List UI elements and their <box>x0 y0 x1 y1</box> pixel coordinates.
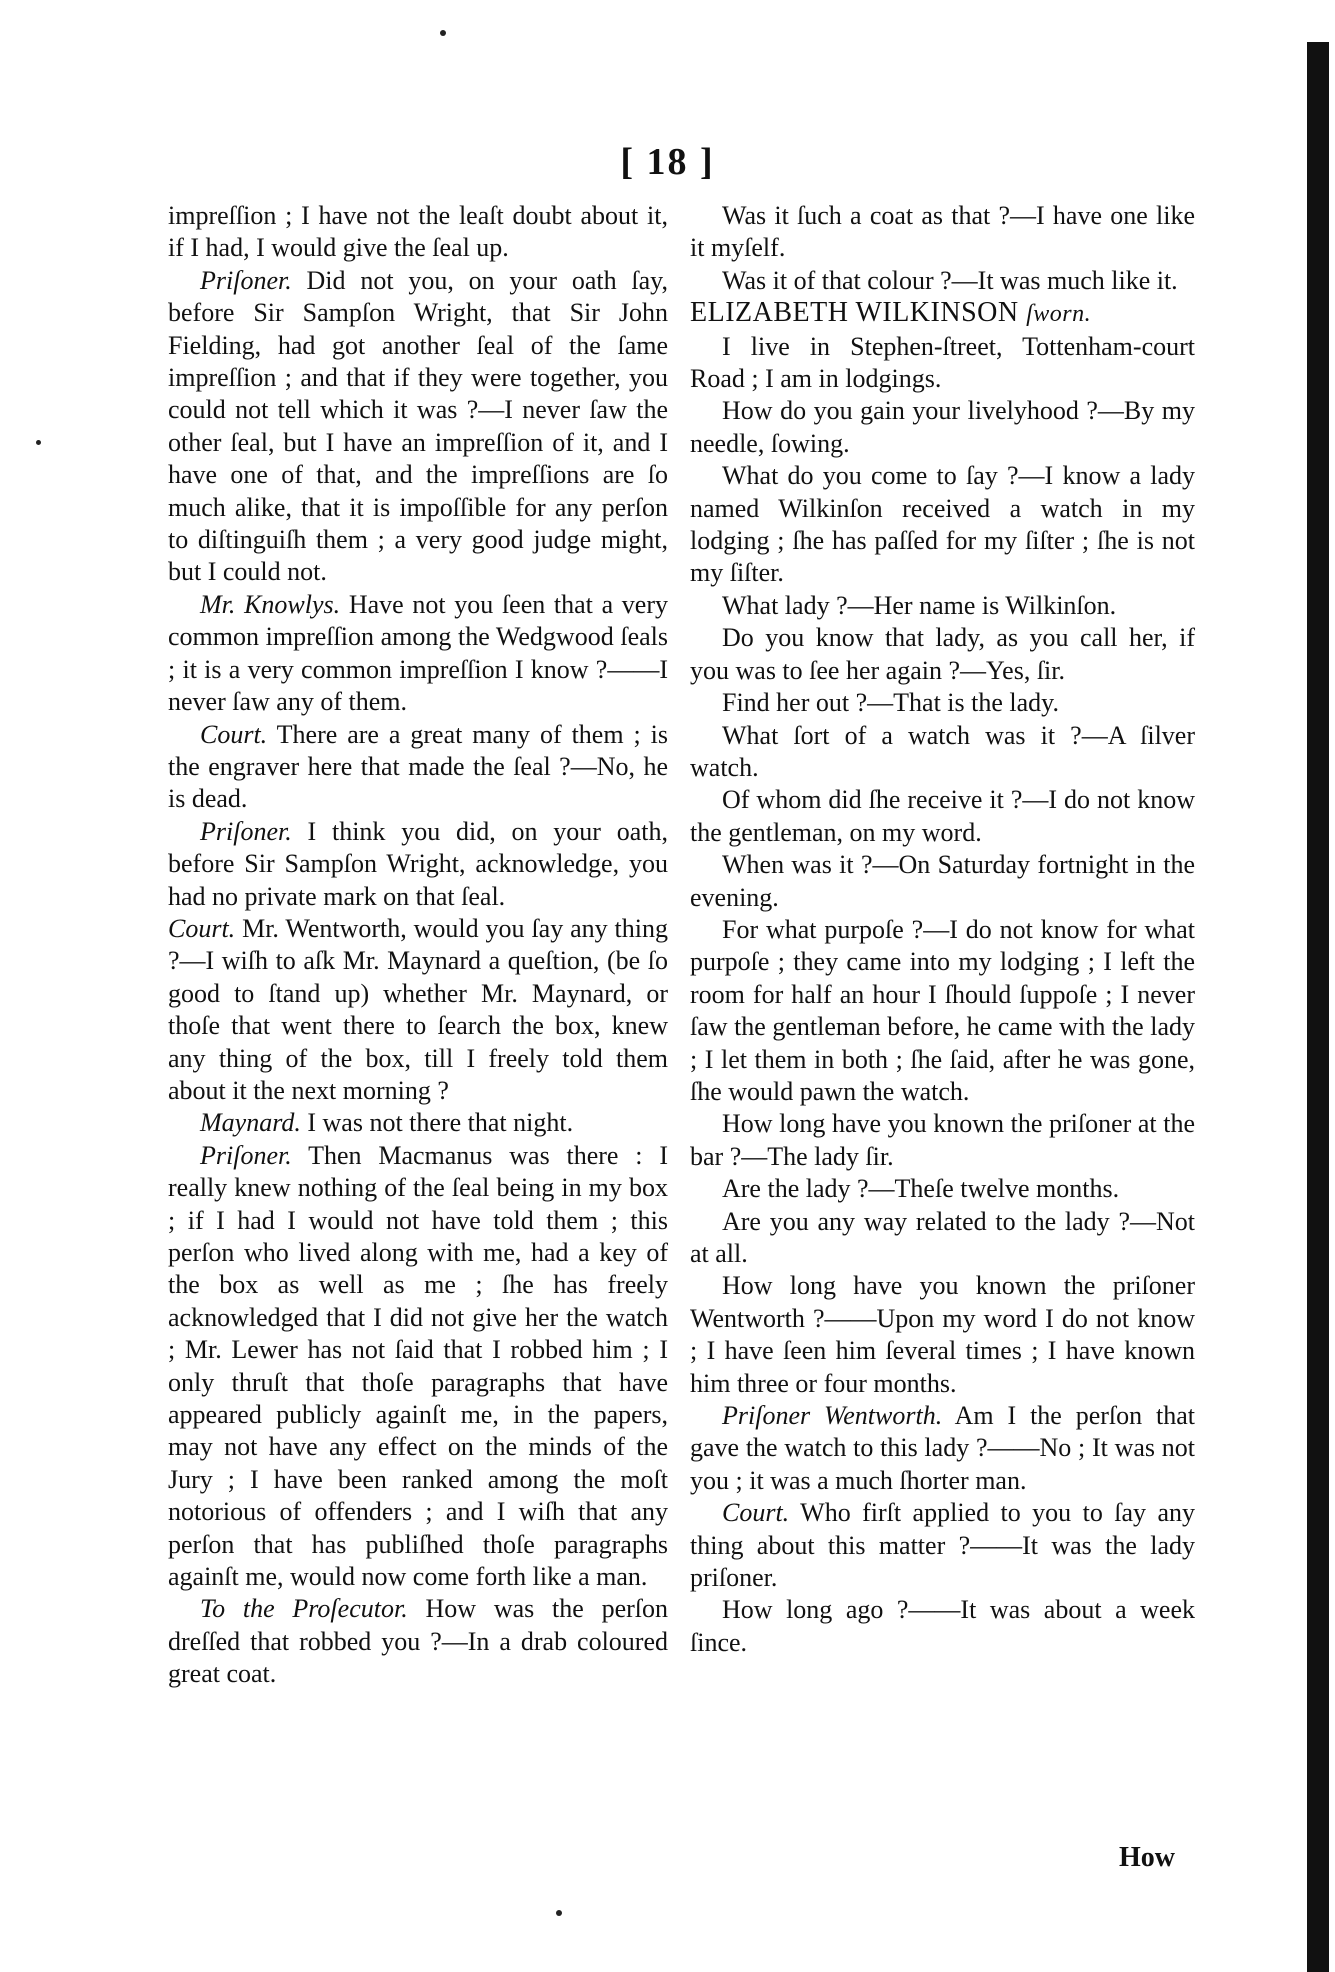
paragraph-text: impreſſion ; I have not the leaſt doubt about it, if I had, I would give the ſeal up. <box>168 201 668 263</box>
paragraph <box>690 265 1195 297</box>
paragraph <box>690 200 1195 265</box>
paragraph-text: How long have you known the priſoner Wentworth ?——Upon my word I do not know ; I have ſeen him ſeveral times ; I have known him three or four months. <box>690 1271 1195 1398</box>
paragraph-text: Was it ſuch a coat as that ?—I have one like it myſelf. <box>690 201 1195 263</box>
paragraph <box>168 913 668 1107</box>
paragraph <box>690 687 1195 719</box>
paragraph-text: Then Macmanus was there : I really knew nothing of the ſeal being in my box ; if I had I would not have told them ; this perſon who lived along with me, had a key of the box as well as me ; ſhe has freely acknowledged that I did not give her the watch ; Mr. Lewer has not ſaid that I robbed him ; I only thruſt that thoſe paragraphs that have appeared publicly againſt me, in the papers, may not have any effect on the minds of the Jury ; I have been ranked among the moſt notorious of offenders ; and I wiſh that any perſon that has publiſhed thoſe paragraphs againſt me, would now come forth like a man. <box>168 1140 669 1592</box>
paragraph-text: Do you know that lady, as you call her, if you was to ſee her again ?—Yes, ſir. <box>690 623 1195 685</box>
paragraph-text: I live in Stephen-ſtreet, Tottenham-court Road ; I am in lodgings. <box>690 331 1195 394</box>
paragraph-text: Am I the perſon that gave the watch to this lady ?——No ; It was not you ; it was a much ſhorter man. <box>690 1401 1195 1495</box>
paragraph <box>690 1173 1195 1205</box>
paragraph <box>690 720 1195 785</box>
paragraph <box>690 784 1195 849</box>
speaker-label: Priſoner. <box>200 265 292 295</box>
speaker-label: Mr. Knowlys. <box>200 589 341 619</box>
speaker-label: Priſoner Wentworth. <box>722 1401 943 1431</box>
paragraph-text: How long have you known the priſoner at the bar ?—The lady ſir. <box>690 1109 1195 1171</box>
paragraph <box>690 1108 1195 1173</box>
paragraph-text: Are the lady ?—Theſe twelve months. <box>722 1174 1120 1204</box>
paragraph-text: How do you gain your livelyhood ?—By my needle, ſowing. <box>690 396 1195 458</box>
paragraph <box>168 719 668 816</box>
paragraph <box>690 849 1195 914</box>
paragraph <box>690 1206 1195 1271</box>
paragraph <box>168 1107 668 1139</box>
paragraph-text: How was the perſon dreſſed that robbed you ?—In a drab coloured great coat. <box>168 1594 668 1689</box>
paragraph <box>690 460 1195 590</box>
speaker-label: Court. <box>200 719 268 749</box>
speaker-label: To the Proſecutor. <box>200 1594 408 1624</box>
paragraph <box>690 590 1195 622</box>
catchword: How <box>1119 1842 1175 1873</box>
paragraph-text: Of whom did ſhe receive it ?—I do not know the gentleman, on my word. <box>690 785 1195 847</box>
paragraph <box>690 1400 1195 1497</box>
witness-sworn: ſworn. <box>1026 301 1092 328</box>
paragraph <box>690 1594 1195 1659</box>
speaker-label: Maynard. <box>200 1108 301 1138</box>
speaker-label: Priſoner. <box>200 1140 292 1170</box>
paragraph-text: What ſort of a watch was it ?—A ſilver watch. <box>690 720 1195 782</box>
paragraph <box>690 1270 1195 1400</box>
paragraph-text: I think you did, on your oath, before Sir Sampſon Wright, acknowledge, you had no private mark on that ſeal. <box>168 816 668 911</box>
paragraph <box>168 589 668 719</box>
paragraph-text: Find her out ?—That is the lady. <box>722 688 1059 718</box>
paragraph-text: I was not there that night. <box>307 1108 574 1138</box>
paragraph-text: Was it of that colour ?—It was much like it. <box>722 265 1178 295</box>
paragraph <box>690 914 1195 1108</box>
paragraph-text: Are you any way related to the lady ?—Not at all. <box>690 1206 1195 1268</box>
speaker-label: Priſoner. <box>200 816 292 846</box>
paragraph-text: What lady ?—Her name is Wilkinſon. <box>722 590 1117 620</box>
paragraph-text: Have not you ſeen that a very common impreſſion among the Wedgwood ſeals ; it is a very common impreſſion I know ?——I never ſaw any of them. <box>168 589 669 717</box>
paragraph <box>690 395 1195 460</box>
ink-speck <box>440 30 446 36</box>
paragraph-text: There are a great many of them ; is the engraver here that made the ſeal ?—No, he is dead. <box>168 719 668 814</box>
speaker-label: Court. <box>722 1498 790 1528</box>
page-number: [ 18 ] <box>620 141 715 183</box>
paragraph-text: Did not you, on your oath ſay, before Sir Sampſon Wright, that Sir John Fielding, had got another ſeal of the ſame impreſſion ; and that if they were together, you could not tell which it was ?—I never ſaw the other ſeal, but I have an impreſſion of it, and I have one of that, and the impreſſions are ſo much alike, that it is impoſſible for any perſon to diſtinguiſh them ; a very good judge might, but I could not. <box>168 265 668 587</box>
ink-speck <box>556 1910 562 1916</box>
paragraph <box>168 200 668 265</box>
paragraph <box>168 265 668 589</box>
paragraph <box>168 816 668 913</box>
paragraph-text: Mr. Wentworth, would you ſay any thing ?—I wiſh to aſk Mr. Maynard a queſtion, (be ſo good to ſtand up) whether Mr. Maynard, or thoſe that went there to ſearch the box, knew any thing of the box, till I freely told them about it the next morning ? <box>168 913 668 1105</box>
paragraph <box>168 1593 668 1690</box>
paragraph-text: When was it ?—On Saturday fortnight in the evening. <box>690 850 1195 912</box>
paragraph-text: How long ago ?——It was about a week ſince. <box>690 1595 1195 1657</box>
paragraph-text: Who firſt applied to you to ſay any thing about this matter ?——It was the lady priſoner. <box>690 1498 1195 1593</box>
ink-speck <box>36 440 41 445</box>
witness-heading <box>690 297 1195 330</box>
paragraph <box>690 331 1195 396</box>
page-edge-shadow <box>1307 42 1329 1972</box>
paragraph-text: For what purpoſe ?—I do not know for what purpoſe ; they came into my lodging ; I left the room for half an hour I ſhould ſuppoſe ; I never ſaw the gentleman before, he came with the lady ; I let them in both ; ſhe ſaid, after he was gone, ſhe would pawn the watch. <box>690 914 1195 1106</box>
speaker-label: Court. <box>168 913 236 943</box>
right-column <box>690 200 1195 1659</box>
witness-name: ELIZABETH WILKINSON <box>690 297 1019 329</box>
paragraph-text: What do you come to ſay ?—I know a lady named Wilkinſon received a watch in my lodging ; ſhe has paſſed for my ſiſter ; ſhe is not my ſiſter. <box>690 461 1195 588</box>
paragraph <box>690 1497 1195 1594</box>
paragraph <box>168 1140 668 1594</box>
left-column <box>168 200 668 1691</box>
paragraph <box>690 622 1195 687</box>
